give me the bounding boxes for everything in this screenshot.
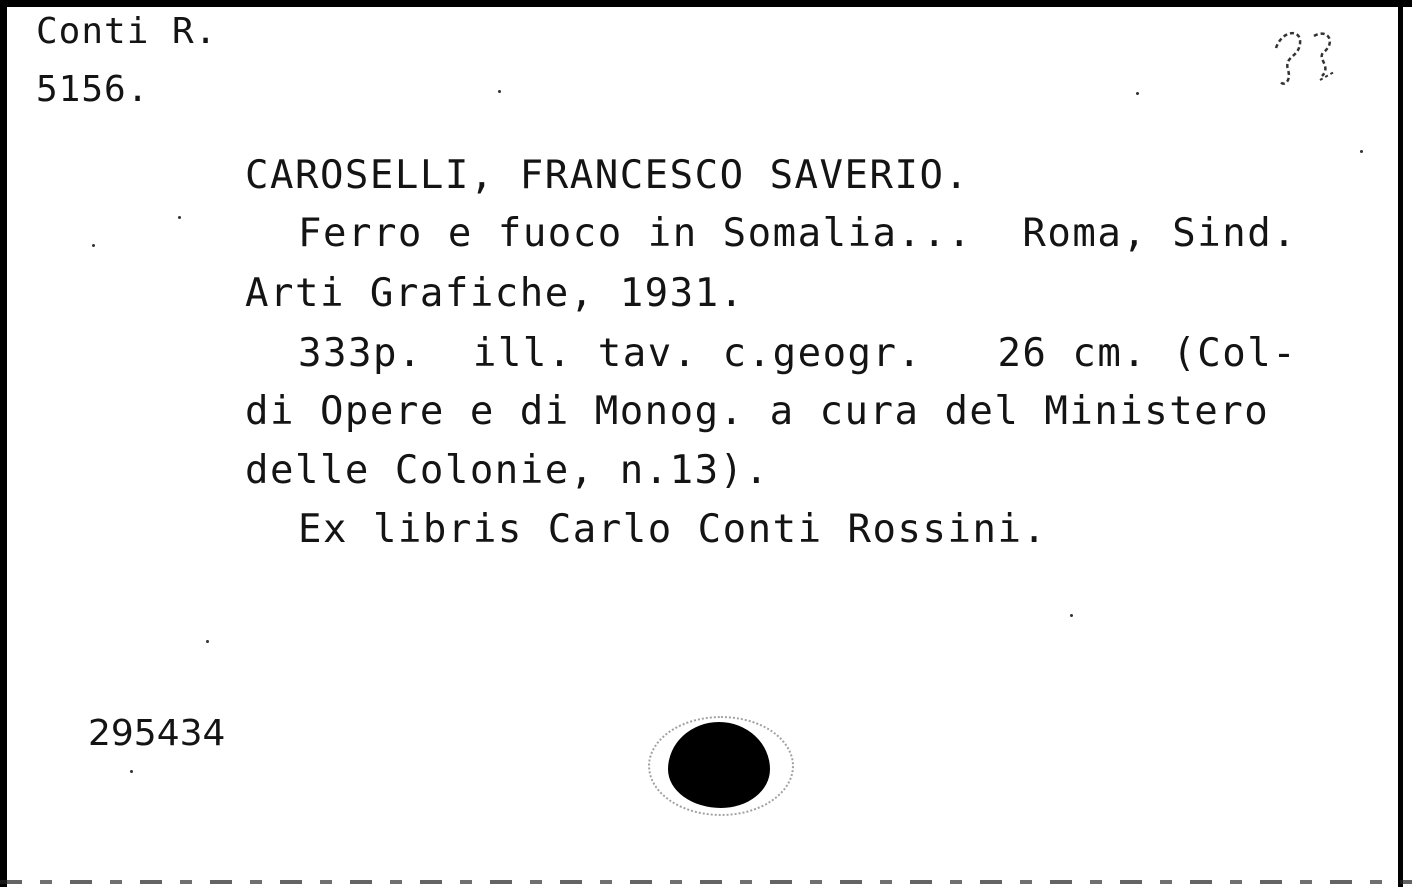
card-right-edge <box>1398 0 1403 887</box>
collation-line-2: di Opere e di Monog. a cura del Ministero <box>245 389 1270 434</box>
paper-speck <box>92 244 95 247</box>
provenance-note: Ex libris Carlo Conti Rossini. <box>298 507 1048 552</box>
paper-speck <box>130 770 133 773</box>
title-line-2: Arti Grafiche, 1931. <box>245 271 745 316</box>
paper-speck <box>1136 92 1139 95</box>
card-left-edge <box>0 0 7 887</box>
card-bottom-edge <box>0 880 1412 884</box>
author-heading: CAROSELLI, FRANCESCO SAVERIO. <box>245 153 970 198</box>
paper-speck <box>1360 150 1363 153</box>
paper-speck <box>178 216 181 219</box>
title-line-1: Ferro e fuoco in Somalia... Roma, Sind. <box>298 211 1298 256</box>
handwritten-mark-icon <box>1262 18 1346 98</box>
card-top-edge <box>0 0 1412 7</box>
collation-line-3: delle Colonie, n.13). <box>245 448 770 493</box>
punch-hole-icon <box>668 722 770 808</box>
paper-speck <box>498 90 501 93</box>
collation-line-1: 333p. ill. tav. c.geogr. 26 cm. (Col- <box>298 331 1298 376</box>
paper-speck <box>1070 614 1073 617</box>
location-code: Conti R. <box>36 11 218 52</box>
paper-speck <box>206 640 209 643</box>
accession-number: 295434 <box>88 713 226 754</box>
shelf-number: 5156. <box>36 69 150 110</box>
